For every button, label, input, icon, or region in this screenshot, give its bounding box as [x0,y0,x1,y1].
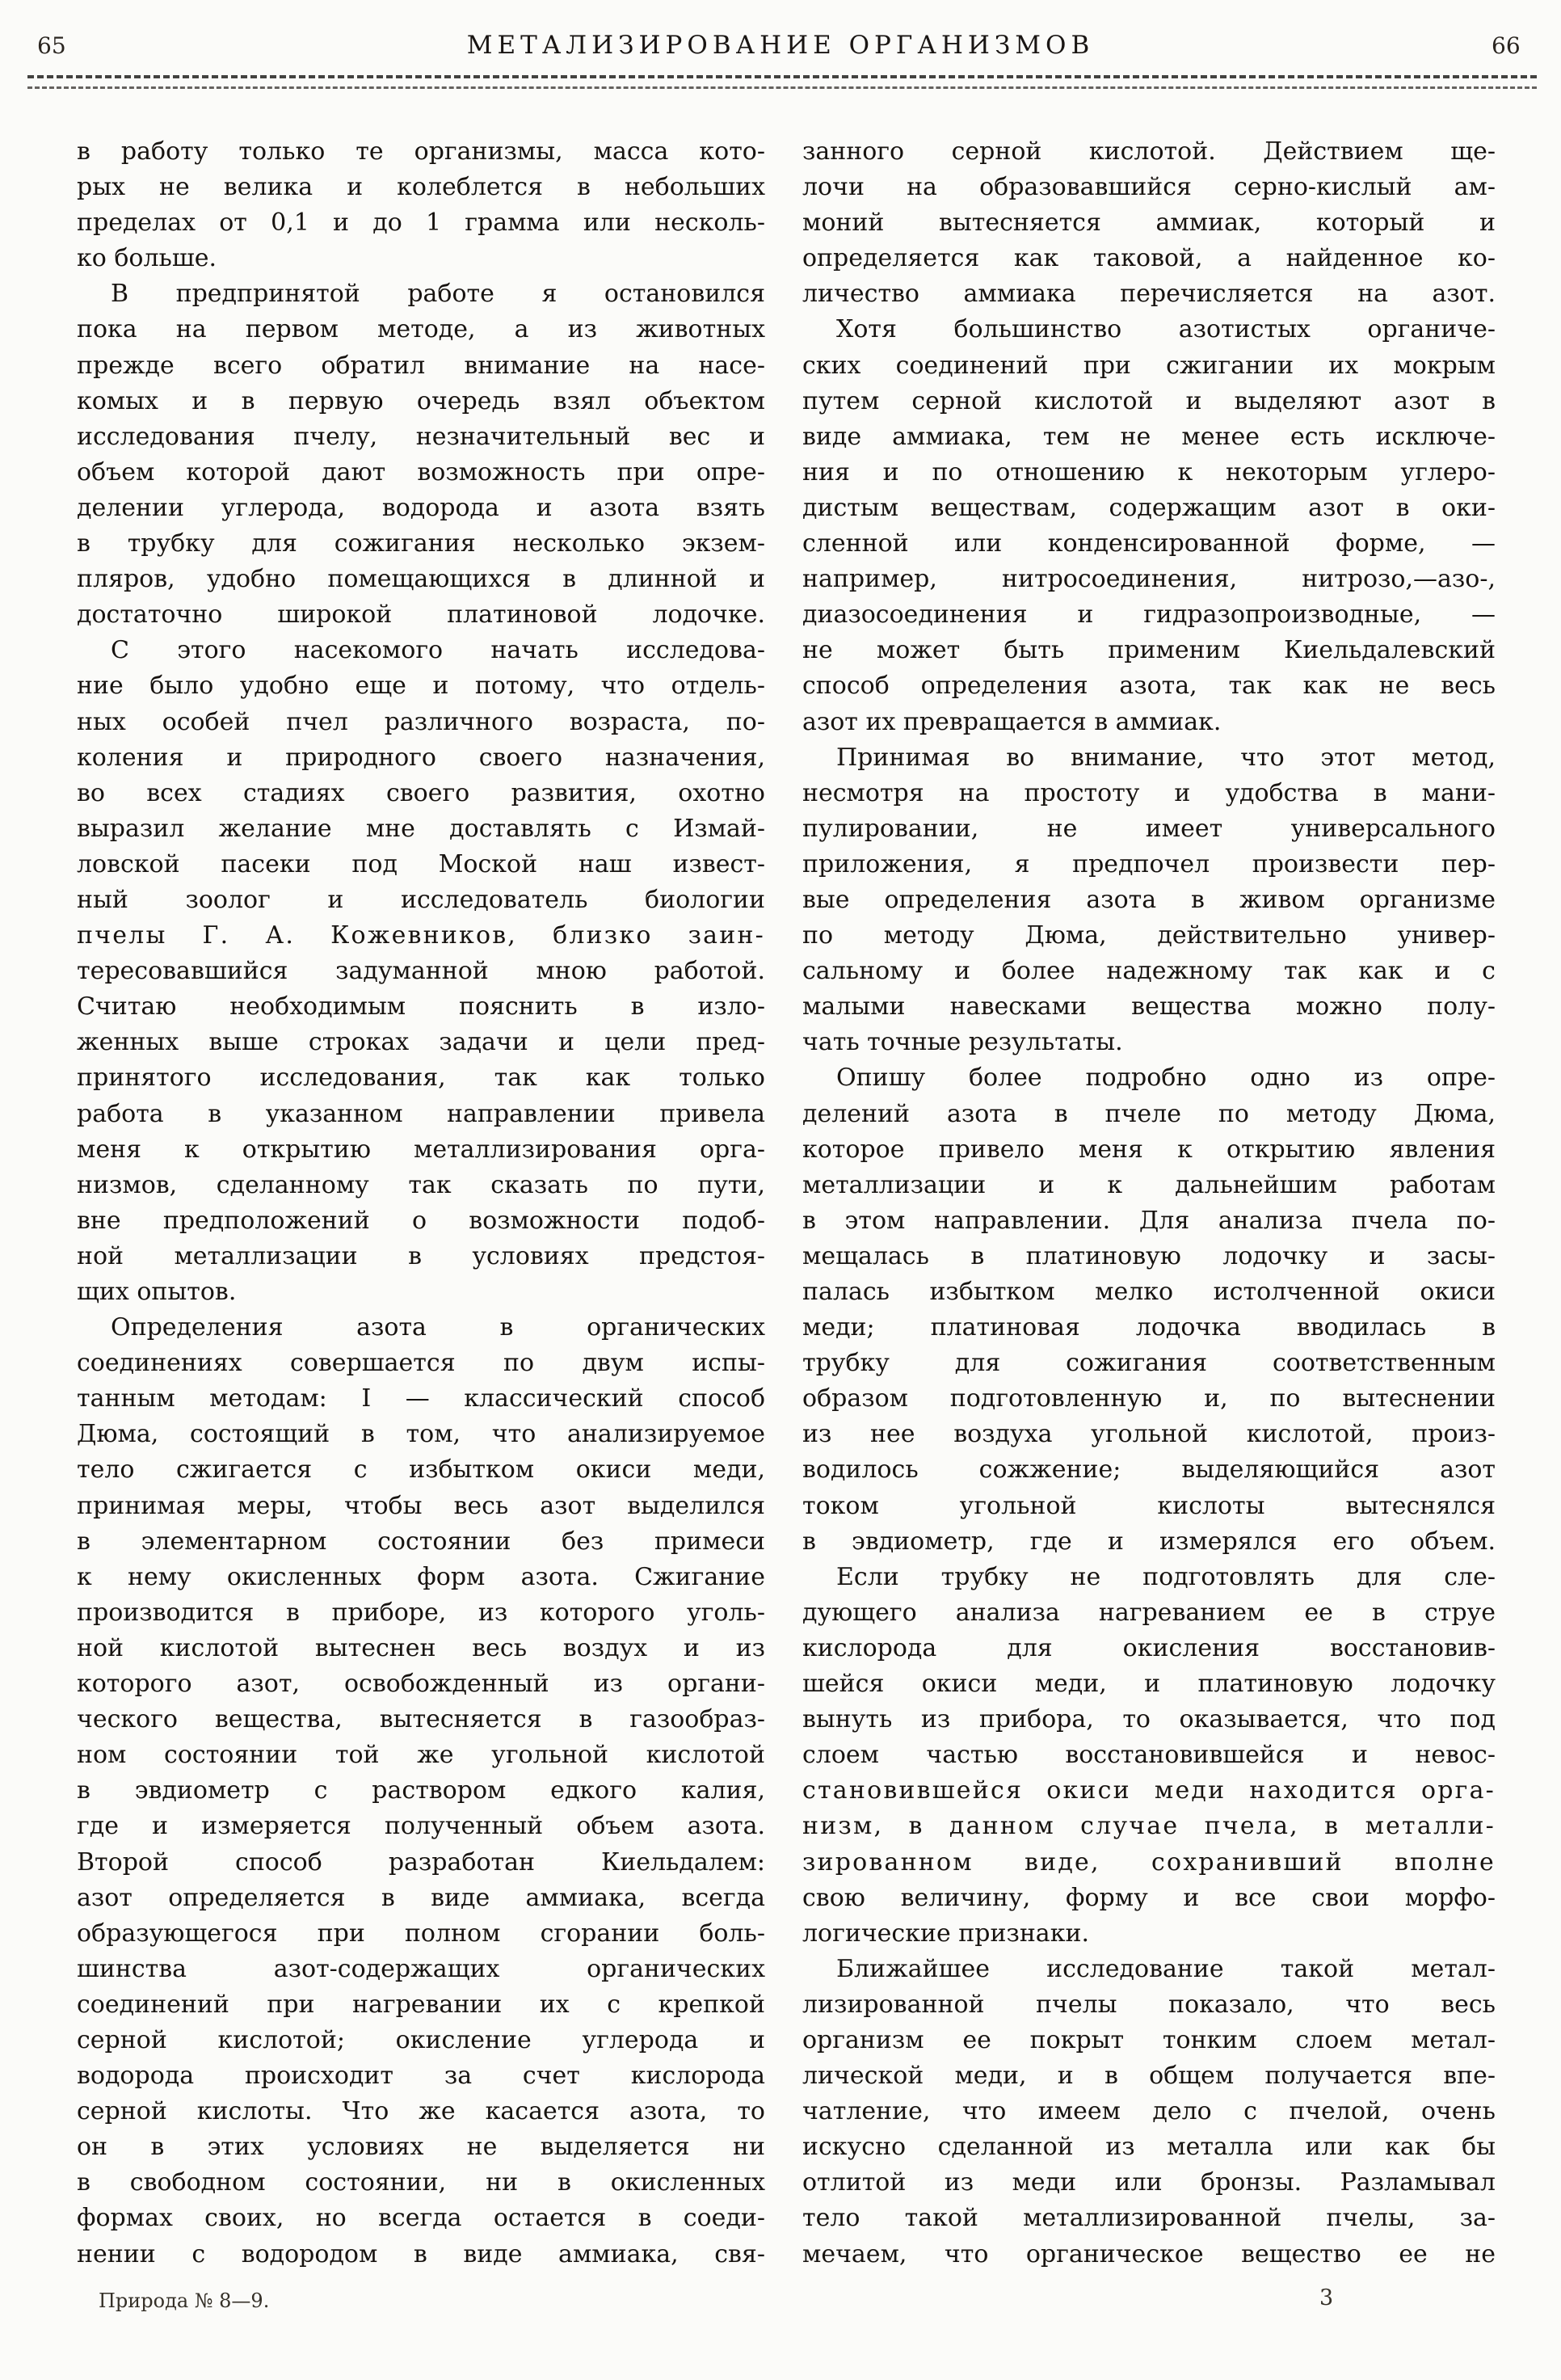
text-line: исследования пчелу, незначительный вес и [77,422,765,451]
text-line: ние было удобно еще и потому, что отдель- [77,672,765,701]
text-line: женных выше строках задачи и цели пред- [77,1028,765,1057]
text-line: выразил желание мне доставлять с Измай- [77,814,765,843]
text-line: вне предположений о возможности подоб- [77,1206,765,1235]
text-line: из нее воздуха угольной кислотой, произ- [802,1420,1496,1449]
text-line: во всех стадиях своего развития, охотно [77,778,765,807]
text-line: комых и в первую очередь взял объектом [77,386,765,415]
text-line: Дюма, состоящий в том, что анализируемое [77,1420,765,1449]
text-line: вые определения азота в живом организме [802,885,1496,914]
text-line: диазосоединения и гидразопроизводные, — [802,600,1496,630]
text-line: пределах от 0,1 и до 1 грамма или несколь- [77,209,765,238]
text-line: низм, в данном случае пчела, в металли- [802,1812,1496,1841]
text-line: ния и по отношению к некоторым углеро- [802,457,1496,487]
text-line: С этого насекомого начать исследова- [111,636,765,665]
header-rule-bottom [27,86,1537,89]
text-line: Если трубку не подготовлять для сле- [836,1562,1496,1591]
text-line: ко больше. [77,244,217,273]
text-line: где и измеряется полученный объем азота. [77,1812,765,1841]
text-line: водилось сожжение; выделяющийся азот [802,1455,1496,1485]
text-line: лизированной пчелы показало, что весь [802,1990,1496,2019]
text-line: лической меди, и в общем получается впе- [802,2062,1496,2091]
text-line: Ближайшее исследование такой метал- [836,1954,1496,1983]
text-line: образом подготовленную и, по вытеснении [802,1384,1496,1413]
text-line: которое привело меня к открытию явления [802,1135,1496,1164]
text-line: шейся окиси меди, и платиновую лодочку [802,1670,1496,1699]
text-line: моний вытесняется аммиак, который и [802,209,1496,238]
text-line: тело сжигается с избытком окиси меди, [77,1455,765,1485]
text-line: низмов, сделанному так сказать по пути, [77,1170,765,1199]
text-line: ном состоянии той же угольной кислотой [77,1741,765,1770]
text-line: вынуть из прибора, то оказывается, что под [802,1705,1496,1734]
text-line: мечаем, что органическое вещество ее не [802,2239,1496,2268]
text-line: трубку для сожигания соответственным [802,1349,1496,1378]
text-line: ный зоолог и исследователь биологии [77,885,765,914]
text-line: палась избытком мелко истолченной окиси [802,1278,1496,1306]
text-line: в трубку для сожигания несколько экзем- [77,529,765,558]
text-line: принимая меры, чтобы весь азот выделился [77,1491,765,1520]
header-rule-top [27,75,1537,78]
text-line: производится в приборе, из которого уголь- [77,1598,765,1627]
text-line: меди; платиновая лодочка вводилась в [802,1313,1496,1342]
text-line: в эвдиометр, где и измерялся его объем. [802,1527,1496,1556]
text-line: лочи на образовавшийся серно-кислый ам- [802,173,1496,202]
text-line: становившейся окиси меди находится орга- [802,1776,1496,1805]
text-line: Принимая во внимание, что этот метод, [836,743,1496,772]
text-line: соединений при нагревании их с крепкой [77,1990,765,2019]
text-line: делении углерода, водорода и азота взять [77,493,765,522]
text-line: прежде всего обратил внимание на насе- [77,351,765,380]
text-line: объем которой дают возможность при опре- [77,457,765,487]
text-line: азот определяется в виде аммиака, всегда [77,1883,765,1912]
text-line: принятого исследования, так как только [77,1064,765,1093]
text-line: организм ее покрыт тонким слоем метал- [802,2025,1496,2054]
text-line: в элементарном состоянии без примеси [77,1527,765,1556]
text-line: ных особей пчел различного возраста, по- [77,707,765,736]
text-line: делений азота в пчеле по методу Дюма, [802,1099,1496,1128]
text-line: В предпринятой работе я остановился [111,280,765,309]
text-line: достаточно широкой платиновой лодочке. [77,600,765,630]
text-line: занного серной кислотой. Действием ще- [802,137,1496,166]
text-line: формах своих, но всегда остается в соеди- [77,2204,765,2233]
text-line: например, нитросоединения, нитрозо,—азо-, [802,565,1496,594]
text-line: чать точные результаты. [802,1028,1123,1057]
text-line: ских соединений при сжигании их мокрым [802,351,1496,380]
text-line: к нему окисленных форм азота. Сжигание [77,1562,765,1591]
text-line: малыми навесками вещества можно полу- [802,992,1496,1022]
text-line: пока на первом методе, а из животных [77,315,765,344]
text-line: дующего анализа нагреванием ее в струе [802,1598,1496,1627]
footer-imprint: Природа № 8—9. [99,2289,270,2312]
text-line: виде аммиака, тем не менее есть исключе- [802,422,1496,451]
text-line: дистым веществам, содержащим азот в оки- [802,493,1496,522]
text-line: током угольной кислоты вытеснялся [802,1491,1496,1520]
text-line: шинства азот-содержащих органических [77,1954,765,1983]
text-line: слоем частью восстановившейся и невос- [802,1741,1496,1770]
text-line: Определения азота в органических [111,1313,765,1342]
text-line: в свободном состоянии, ни в окисленных [77,2168,765,2197]
text-line: танным методам: I — классический способ [77,1384,765,1413]
text-line: логические признаки. [802,1919,1089,1948]
text-line: приложения, я предпочел произвести пер- [802,849,1496,878]
text-line: определяется как таковой, а найденное ко- [802,244,1496,273]
text-line: меня к открытию металлизирования орга- [77,1135,765,1164]
text-line: соединениях совершается по двум испы- [77,1349,765,1378]
text-line: образующегося при полном сгорании боль- [77,1919,765,1948]
text-line: пулировании, не имеет универсального [802,814,1496,843]
text-line: искусно сделанной из металла или как бы [802,2133,1496,2162]
text-line: работа в указанном направлении привела [77,1099,765,1128]
text-line: металлизации и к дальнейшим работам [802,1170,1496,1199]
text-line: пчелы Г. А. Кожевников, близко заин- [77,921,765,950]
text-line: по методу Дюма, действительно универ- [802,921,1496,950]
text-line: тересовавшийся задуманной мною работой. [77,957,765,986]
text-line: азот их превращается в аммиак. [802,707,1222,736]
text-line: тело такой металлизированной пчелы, за- [802,2204,1496,2233]
text-line: которого азот, освобожденный из органи- [77,1670,765,1699]
text-line: несмотря на простоту и удобства в мани- [802,778,1496,807]
text-line: пляров, удобно помещающихся в длинной и [77,565,765,594]
text-line: рых не велика и колеблется в небольших [77,173,765,202]
text-line: Опишу более подробно одно из опре- [836,1064,1496,1093]
running-title: МЕТАЛИЗИРОВАНИЕ ОРГАНИЗМОВ [466,31,1095,60]
text-line: сальному и более надежному так как и с [802,957,1496,986]
text-line: серной кислоты. Что же касается азота, то [77,2097,765,2126]
text-line: Второй способ разработан Киельдалем: [77,1847,765,1877]
text-line: коления и природного своего назначения, [77,743,765,772]
text-line: Хотя большинство азотистых органиче- [836,315,1496,344]
text-line: водорода происходит за счет кислорода [77,2062,765,2091]
text-column-right [802,134,1496,2273]
text-line: в работу только те организмы, масса кото- [77,137,765,166]
footer-signature-number: 3 [1319,2285,1334,2310]
text-line: в эвдиометр с раствором едкого калия, [77,1776,765,1805]
text-line: кислорода для окисления восстановив- [802,1633,1496,1662]
text-line: ловской пасеки под Моской наш извест- [77,849,765,878]
text-line: ной металлизации в условиях предстоя- [77,1241,765,1270]
text-line: зированном виде, сохранивший вполне [802,1847,1496,1877]
text-line: способ определения азота, так как не весь [802,672,1496,701]
page-number-left: 65 [37,32,66,59]
text-line: в этом направлении. Для анализа пчела по- [802,1206,1496,1235]
text-line: мещалась в платиновую лодочку и засы- [802,1241,1496,1270]
text-line: личество аммиака перечисляется на азот. [802,280,1496,309]
text-column-left [77,134,765,2273]
text-line: серной кислотой; окисление углерода и [77,2025,765,2054]
text-line: Считаю необходимым пояснить в изло- [77,992,765,1022]
text-line: он в этих условиях не выделяется ни [77,2133,765,2162]
text-line: ческого вещества, вытесняется в газообраз- [77,1705,765,1734]
text-line: не может быть применим Киельдалевский [802,636,1496,665]
text-line: чатление, что имеем дело с пчелой, очень [802,2097,1496,2126]
text-line: свою величину, форму и все свои морфо- [802,1883,1496,1912]
text-line: щих опытов. [77,1278,237,1306]
text-line: путем серной кислотой и выделяют азот в [802,386,1496,415]
text-line: сленной или конденсированной форме, — [802,529,1496,558]
text-line: ной кислотой вытеснен весь воздух и из [77,1633,765,1662]
text-line: нении с водородом в виде аммиака, свя- [77,2239,765,2268]
text-line: отлитой из меди или бронзы. Разламывал [802,2168,1496,2197]
page-number-right: 66 [1492,32,1521,59]
